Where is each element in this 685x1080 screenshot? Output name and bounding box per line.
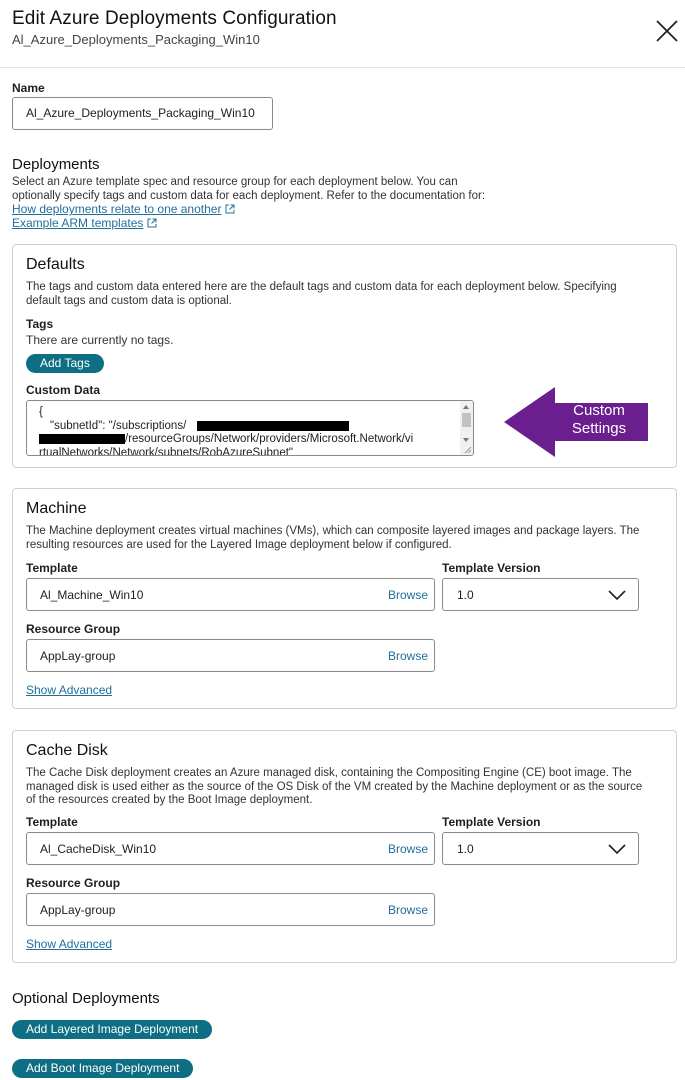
name-label: Name [12, 81, 45, 95]
cache-disk-version-select[interactable]: 1.0 [442, 832, 639, 865]
chevron-down-icon [608, 589, 626, 601]
tags-label: Tags [26, 317, 54, 331]
machine-card [12, 488, 677, 709]
cache-disk-show-advanced-link[interactable]: Show Advanced [26, 937, 113, 951]
page-subtitle: Al_Azure_Deployments_Packaging_Win10 [12, 32, 260, 47]
redacted-block [39, 434, 125, 444]
custom-data-textarea[interactable]: { "subnetId": "/subscriptions/ /resourceGroups/Network/providers/Microsoft.Network/vi rtualNetworks/Network/subnets/RobAzureSubnet" [26, 400, 474, 456]
no-tags-text: There are currently no tags. [26, 333, 174, 347]
external-link-icon [225, 204, 235, 214]
cache-disk-description: The Cache Disk deployment creates an Azure managed disk, containing the Compositing Engine (CE) boot image. The managed disk is used either as the source of the OS Disk of the VM created by the Machine deployment or as the source of the resources created by the Boot Image deployment. [26, 767, 643, 806]
close-icon[interactable] [654, 18, 680, 44]
redacted-block [197, 421, 349, 431]
deployments-description: Select an Azure template spec and resource group for each deployment below. You can optionally specify tags and custom data for each deployment. Refer to the documentation for: [12, 176, 486, 202]
defaults-heading: Defaults [26, 256, 85, 273]
callout-label: Custom Settings [571, 402, 627, 437]
machine-template-browse-button[interactable]: Browse [387, 588, 428, 602]
add-boot-image-button[interactable]: Add Boot Image Deployment [12, 1059, 193, 1078]
cache-disk-rg-browse-button[interactable]: Browse [387, 903, 428, 917]
machine-version-label: Template Version [442, 561, 541, 575]
machine-template-input[interactable]: Al_Machine_Win10 Browse [26, 578, 435, 611]
add-tags-button[interactable]: Add Tags [26, 354, 104, 373]
machine-version-select[interactable]: 1.0 [442, 578, 639, 611]
machine-rg-browse-button[interactable]: Browse [387, 649, 428, 663]
cache-disk-heading: Cache Disk [26, 742, 108, 759]
scroll-down-icon[interactable] [463, 438, 469, 442]
scroll-up-icon[interactable] [463, 405, 469, 409]
cache-disk-template-label: Template [26, 815, 78, 829]
machine-rg-label: Resource Group [26, 622, 121, 636]
machine-template-label: Template [26, 561, 78, 575]
custom-data-label: Custom Data [26, 383, 101, 397]
page-title: Edit Azure Deployments Configuration [12, 8, 337, 29]
external-link-icon [147, 218, 157, 228]
cache-disk-version-label: Template Version [442, 815, 541, 829]
cache-disk-template-input[interactable]: Al_CacheDisk_Win10 Browse [26, 832, 435, 865]
cache-disk-rg-input[interactable]: AppLay-group Browse [26, 893, 435, 926]
cache-disk-card [12, 730, 677, 963]
cache-disk-rg-label: Resource Group [26, 876, 121, 890]
chevron-down-icon [608, 843, 626, 855]
cache-disk-template-browse-button[interactable]: Browse [387, 842, 428, 856]
name-input[interactable]: Al_Azure_Deployments_Packaging_Win10 [12, 97, 273, 130]
scroll-thumb[interactable] [462, 413, 471, 427]
optional-deployments-heading: Optional Deployments [12, 990, 160, 1007]
dialog-header [0, 0, 685, 68]
link-deployments-relate[interactable]: How deployments relate to one another [12, 202, 235, 216]
add-layered-image-button[interactable]: Add Layered Image Deployment [12, 1020, 212, 1039]
machine-show-advanced-link[interactable]: Show Advanced [26, 683, 113, 697]
defaults-description: The tags and custom data entered here are the default tags and custom data for each deployment below. Specifying default tags and custom data is optional. [26, 281, 617, 307]
deployments-heading: Deployments [12, 156, 100, 173]
machine-description: The Machine deployment creates virtual machines (VMs), which can composite layered images and package layers. The resulting resources are used for the Layered Image deployment below if configured. [26, 525, 640, 551]
resize-handle-icon[interactable] [464, 446, 472, 454]
machine-rg-input[interactable]: AppLay-group Browse [26, 639, 435, 672]
link-example-arm[interactable]: Example ARM templates [12, 216, 157, 230]
machine-heading: Machine [26, 500, 87, 517]
